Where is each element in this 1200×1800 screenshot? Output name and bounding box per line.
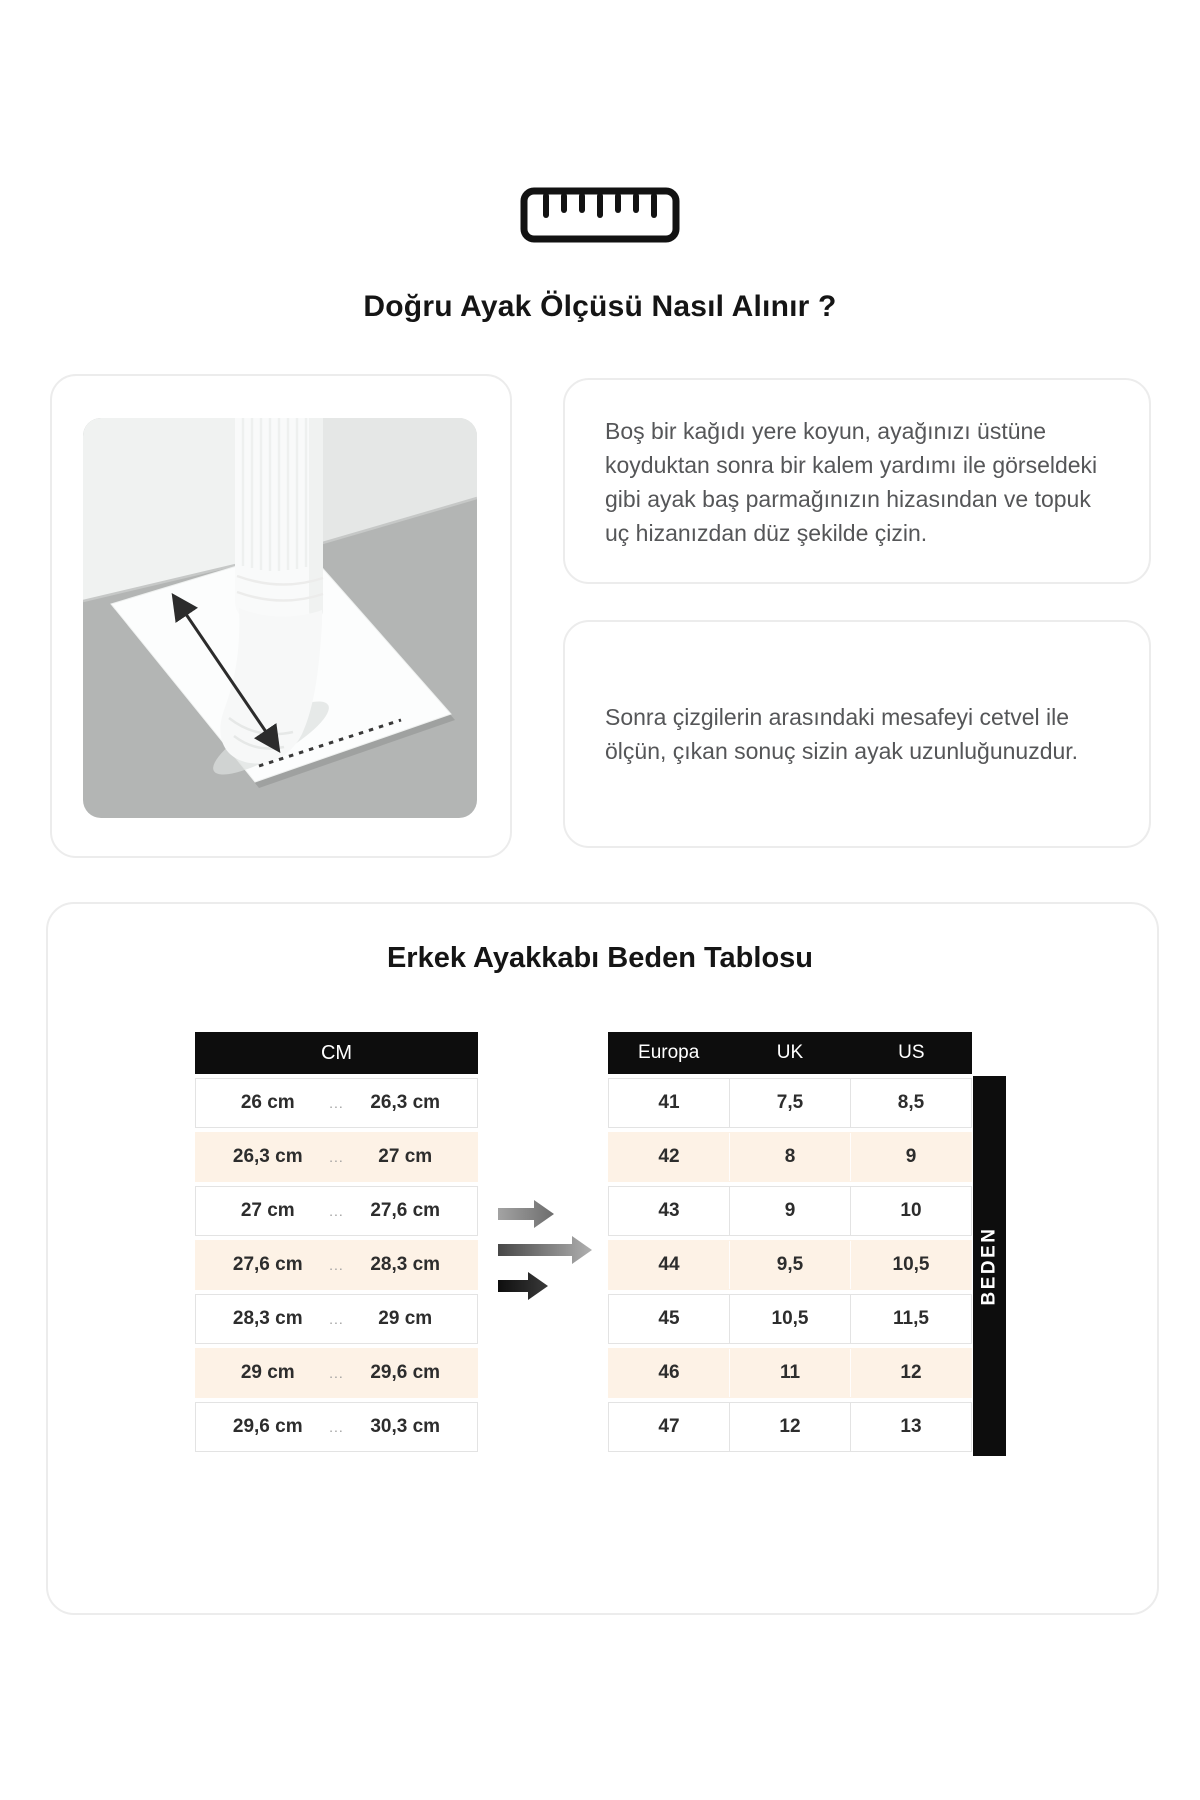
cm-to: 27 cm: [378, 1146, 433, 1167]
cm-table-header: CM: [195, 1032, 478, 1074]
table-row: [195, 1186, 478, 1236]
col-header-uk: UK: [776, 1042, 804, 1063]
cm-from: 27 cm: [240, 1200, 295, 1221]
size-us: 9: [850, 1133, 971, 1181]
size-us: 13: [850, 1403, 971, 1451]
table-row: [608, 1132, 972, 1182]
table-row: [195, 1294, 478, 1344]
cm-to: 28,3 cm: [370, 1254, 441, 1275]
table-row: [195, 1132, 478, 1182]
cm-to: 29 cm: [378, 1308, 433, 1329]
size-uk: 10,5: [729, 1295, 850, 1343]
instruction-text-2: Sonra çizgilerin arasındaki mesafeyi cetvel ile ölçün, çıkan sonuç sizin ayak uzunluğunuzdur.: [605, 704, 1079, 764]
table-row: [195, 1402, 478, 1452]
table-row: [608, 1402, 972, 1452]
size-us: 10,5: [850, 1241, 971, 1289]
cm-to: 30,3 cm: [370, 1416, 441, 1437]
foot-measure-photo-card: [50, 374, 512, 858]
cm-from: 26 cm: [240, 1092, 295, 1113]
cm-table: [195, 1032, 478, 1456]
table-row: [608, 1186, 972, 1236]
cm-from: 29,6 cm: [232, 1416, 303, 1437]
table-row: [608, 1348, 972, 1398]
table-row: [608, 1294, 972, 1344]
size-europa: 47: [658, 1416, 680, 1437]
size-chart-title: Erkek Ayakkabı Beden Tablosu: [386, 942, 814, 974]
size-europa: 45: [658, 1308, 680, 1329]
table-row: [195, 1240, 478, 1290]
size-table-header: [608, 1032, 972, 1074]
range-separator: ...: [329, 1419, 344, 1435]
beden-side-bar: [973, 1076, 1006, 1456]
size-us: 11,5: [850, 1295, 971, 1343]
size-us: 10: [850, 1187, 971, 1235]
range-separator: ...: [329, 1203, 344, 1219]
instruction-box-2: [563, 620, 1151, 848]
range-separator: ...: [329, 1311, 344, 1327]
range-separator: ...: [329, 1365, 344, 1381]
range-separator: ...: [329, 1149, 344, 1165]
size-us: 8,5: [850, 1079, 971, 1127]
table-row: [608, 1240, 972, 1290]
range-separator: ...: [329, 1095, 344, 1111]
beden-label: BEDEN: [978, 1226, 1000, 1306]
cm-from: 28,3 cm: [232, 1308, 303, 1329]
size-conversion-table: [608, 1032, 972, 1456]
size-europa: 41: [658, 1092, 680, 1113]
cm-from: 27,6 cm: [232, 1254, 303, 1275]
foot-on-paper-photo: [83, 418, 477, 818]
size-uk: 9,5: [729, 1241, 850, 1289]
size-uk: 8: [729, 1133, 850, 1181]
cm-to: 27,6 cm: [370, 1200, 441, 1221]
cm-to: 29,6 cm: [370, 1362, 441, 1383]
cm-from: 26,3 cm: [232, 1146, 303, 1167]
cm-from: 29 cm: [240, 1362, 295, 1383]
ruler-icon: [0, 186, 1200, 244]
table-row: [195, 1078, 478, 1128]
table-row: [195, 1348, 478, 1398]
table-row: [608, 1078, 972, 1128]
size-us: 12: [850, 1349, 971, 1397]
instruction-text-1: Boş bir kağıdı yere koyun, ayağınızı üstüne koyduktan sonra bir kalem yardımı ile görseldeki gibi ayak baş parmağınızın hizasından ve topuk uç hizanızdan düz şekilde çizin.: [605, 418, 1098, 546]
size-uk: 11: [729, 1349, 850, 1397]
col-header-us: US: [898, 1042, 925, 1063]
col-header-europa: Europa: [638, 1042, 700, 1063]
conversion-arrows-icon: [498, 1198, 598, 1302]
size-europa: 44: [658, 1254, 680, 1275]
cm-to: 26,3 cm: [370, 1092, 441, 1113]
size-uk: 12: [729, 1403, 850, 1451]
page-title: Doğru Ayak Ölçüsü Nasıl Alınır ?: [363, 290, 837, 323]
size-europa: 46: [658, 1362, 680, 1383]
size-europa: 43: [658, 1200, 680, 1221]
size-europa: 42: [658, 1146, 680, 1167]
range-separator: ...: [329, 1257, 344, 1273]
instruction-box-1: [563, 378, 1151, 584]
size-uk: 9: [729, 1187, 850, 1235]
size-uk: 7,5: [729, 1079, 850, 1127]
